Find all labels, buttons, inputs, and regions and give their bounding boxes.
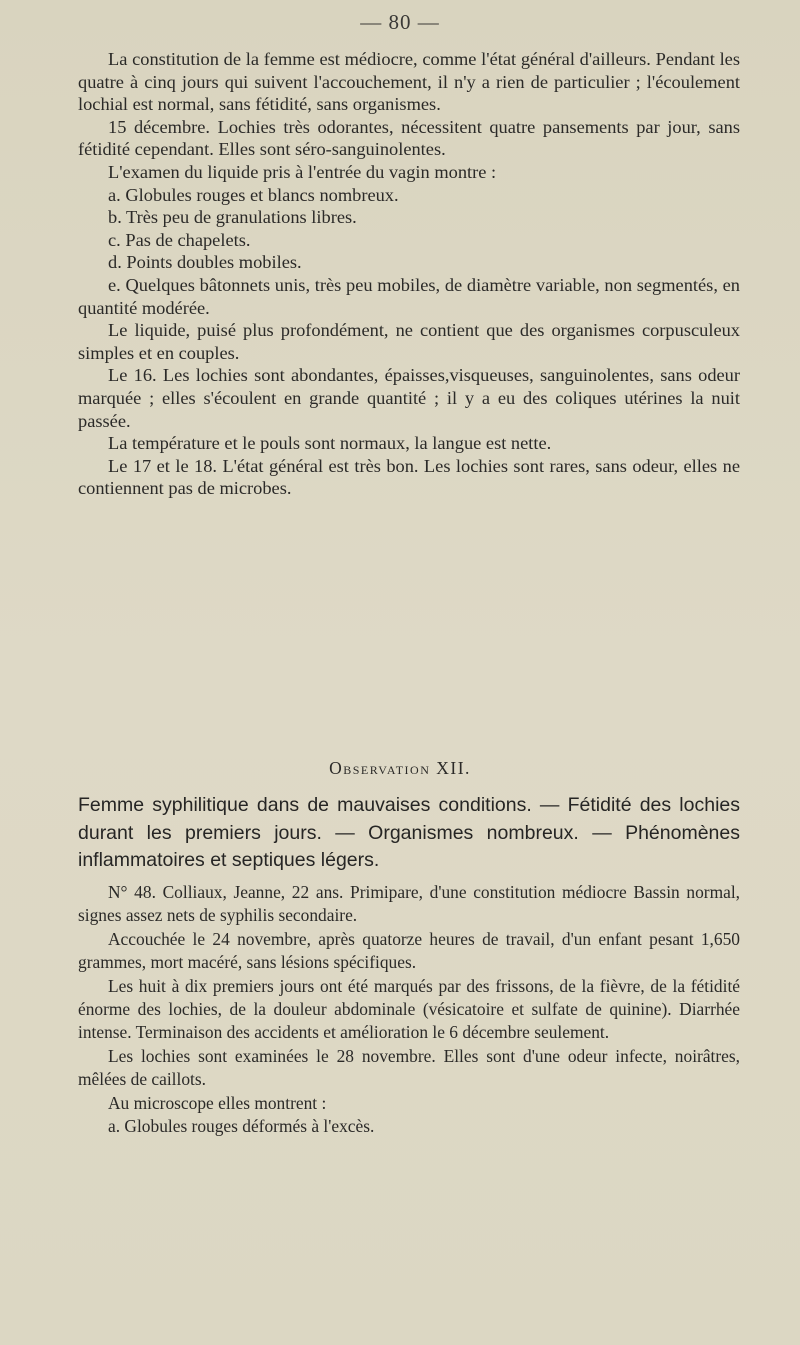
paragraph: La constitution de la femme est médiocre, comme l'état général d'ailleurs. Pendant les quatre à cinq jours qui suivent l'accouchement, il n'y a rien de particulier ; l'écoulement lochial est normal, sans fétidité, sans organismes. bbox=[78, 49, 740, 115]
paragraph: Au microscope elles montrent : bbox=[108, 1092, 327, 1113]
paragraph: N° 48. Colliaux, Jeanne, 22 ans. Primipare, d'une constitution médiocre Bassin normal, signes assez nets de syphilis secondaire. bbox=[78, 882, 740, 926]
paragraph: Les lochies sont examinées le 28 novembre. Elles sont d'une odeur infecte, noirâtres, mêlées de caillots. bbox=[78, 1045, 740, 1090]
list-item: a. Globules rouges et blancs nombreux. bbox=[108, 184, 399, 205]
paragraph: Le 17 et le 18. L'état général est très bon. Les lochies sont rares, sans odeur, elles ne contiennent pas de microbes. bbox=[78, 455, 740, 499]
list-item: e. Quelques bâtonnets unis, très peu mobiles, de diamètre variable, non segmentés, en quantité modérée. bbox=[78, 274, 740, 318]
observation-heading: Femme syphilitique dans de mauvaises conditions. — Fétidité des lochies durant les premiers jours. — Organismes nombreux. — Phénomènes inflammatoires et septiques légers. bbox=[78, 794, 740, 871]
body-text bbox=[78, 48, 740, 500]
paragraph: Le 16. Les lochies sont abondantes, épaisses,visqueuses, sanguinolentes, sans odeur marquée ; elles s'écoulent en grande quantité ; il y a eu des coliques utérines la nuit passée. bbox=[78, 365, 740, 431]
observation-text bbox=[78, 881, 740, 1138]
page-number: — 80 — bbox=[360, 10, 440, 34]
list-item: c. Pas de chapelets. bbox=[108, 229, 251, 250]
paragraph: 15 décembre. Lochies très odorantes, nécessitent quatre pansements par jour, sans fétidité cependant. Elles sont séro-sanguinolentes. bbox=[78, 116, 740, 160]
list-item: b. Très peu de granulations libres. bbox=[108, 207, 357, 228]
paragraph: L'examen du liquide pris à l'entrée du vagin montre : bbox=[108, 161, 497, 182]
paragraph: La température et le pouls sont normaux, la langue est nette. bbox=[108, 433, 552, 454]
list-item: a. Globules rouges déformés à l'excès. bbox=[108, 1116, 375, 1137]
paragraph: Le liquide, puisé plus profondément, ne contient que des organismes corpusculeux simples et en couples. bbox=[78, 320, 740, 363]
list-item: d. Points doubles mobiles. bbox=[108, 252, 302, 273]
observation-title: Observation XII. bbox=[329, 758, 471, 778]
paragraph: Accouchée le 24 novembre, après quatorze heures de travail, d'un enfant pesant 1,650 grammes, mort macéré, sans lésions spécifiques. bbox=[78, 928, 740, 973]
paragraph: Les huit à dix premiers jours ont été marqués par des frissons, de la fièvre, de la fétidité énorme des lochies, de la douleur abdominale (vésicatoire et sulfate de quinine). Diarrhée intense. Terminaison des accidents et amélioration le 6 décembre seulement. bbox=[78, 975, 740, 1043]
